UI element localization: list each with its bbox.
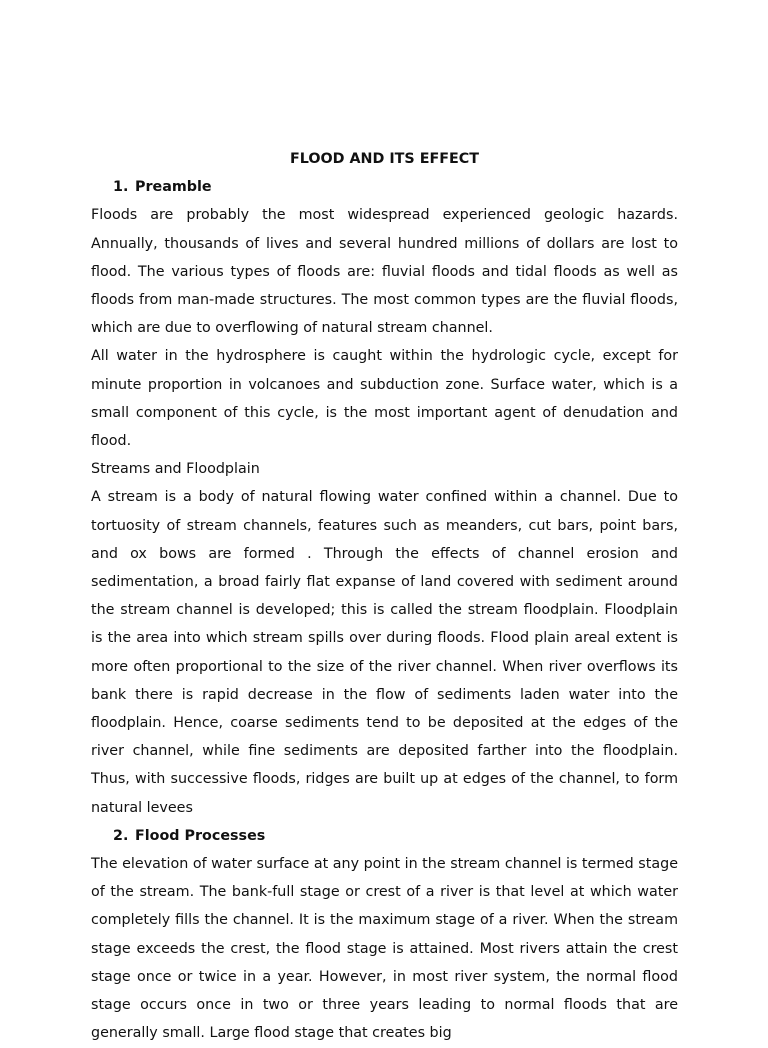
- section-heading-preamble: [91, 173, 678, 201]
- subsection-heading: Streams and Floodplain: [91, 461, 260, 478]
- paragraph: Floods are probably the most widespread experienced geologic hazards. Annually, thousands of lives and several hundred millions of dollars are lost to flood. The various types of floods are: fluvial floods and tidal floods as well as floods from man-made structures. The most common types are the fluvial floods, which are due to overflowing of natural stream channel.: [91, 207, 678, 337]
- section-number: 2.: [113, 827, 129, 844]
- section-heading-flood-processes: [91, 822, 678, 850]
- section-heading-text: Flood Processes: [135, 827, 266, 844]
- section-number: 1.: [113, 179, 129, 196]
- document-title: FLOOD AND ITS EFFECT: [289, 151, 480, 167]
- document-body: [91, 145, 678, 1048]
- paragraph: A stream is a body of natural flowing water confined within a channel. Due to tortuosity of stream channels, features such as meanders, cut bars, point bars, and ox bows are formed . Through the effects of channel erosion and sedimentation, a broad fairly flat expanse of land covered with sediment around the stream channel is developed; this is called the stream floodplain. Floodplain is the area into which stream spills over during floods. Flood plain areal extent is more often proportional to the size of the river channel. When river overflows its bank there is rapid decrease in the flow of sediments laden water into the floodplain. Hence, coarse sediments tend to be deposited at the edges of the river channel, while fine sediments are deposited farther into the floodplain. Thus, with successive floods, ridges are built up at edges of the channel, to form natural levees: [91, 489, 678, 816]
- paragraph: The elevation of water surface at any point in the stream channel is termed stage of the stream. The bank-full stage or crest of a river is that level at which water completely fills the channel. It is the maximum stage of a river. When the stream stage exceeds the crest, the flood stage is attained. Most rivers attain the crest stage once or twice in a year. However, in most river system, the normal flood stage occurs once in two or three years leading to normal floods that are generally small. Large flood stage that creates big: [91, 856, 678, 1042]
- paragraph: All water in the hydrosphere is caught within the hydrologic cycle, except for minute proportion in volcanoes and subduction zone. Surface water, which is a small component of this cycle, is the most important agent of denudation and flood.: [91, 348, 678, 450]
- section-heading-text: Preamble: [135, 179, 212, 196]
